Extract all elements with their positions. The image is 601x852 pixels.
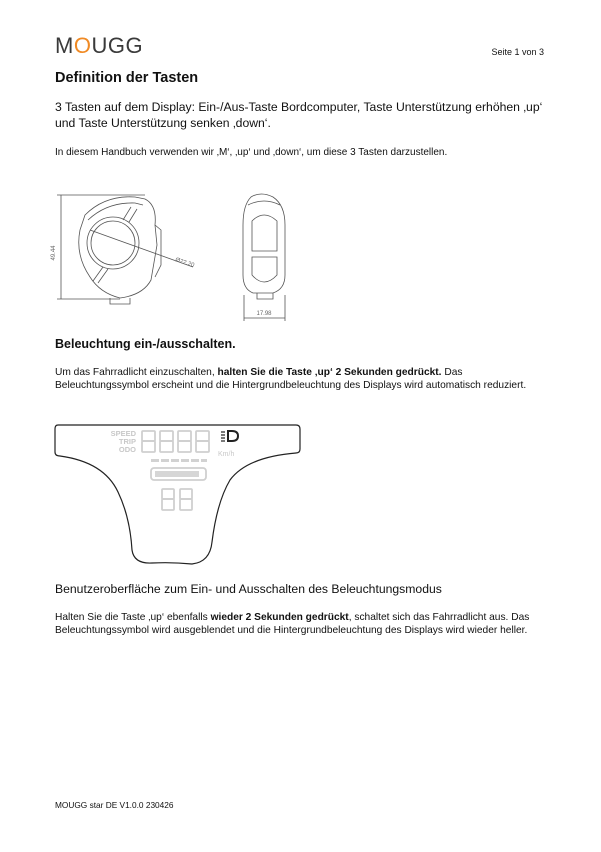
lcd-assist-level-bar	[151, 459, 207, 462]
diameter-dimension-label: Ø22.20	[174, 257, 195, 269]
heading-definition-der-tasten: Definition der Tasten	[55, 70, 199, 86]
lcd-main-digits	[142, 431, 209, 452]
lcd-label-trip: TRIP	[118, 437, 136, 446]
control-unit-side-view	[243, 194, 285, 321]
control-unit-drawing	[45, 185, 305, 325]
paragraph-lighting-off	[55, 611, 545, 637]
lcd-digit-2	[160, 431, 173, 452]
text-lighting-on-intro: Um das Fahrradlicht einzuschalten,	[55, 367, 218, 378]
paragraph-three-buttons: 3 Tasten auf dem Display: Ein-/Aus-Taste Bordcomputer, Taste Unterstützung erhöhen ‚up‘ und Taste Unterstützung senken ‚down‘.	[55, 100, 543, 130]
lcd-battery-indicator	[151, 468, 206, 480]
logo-text-o-accent: O	[73, 33, 92, 58]
logo-text-m: M	[55, 33, 74, 58]
lcd-unit-kmh: Km/h	[218, 451, 235, 458]
lcd-label-speed: SPEED	[110, 429, 136, 438]
text-lighting-off-instruction: wieder 2 Sekunden gedrückt	[210, 612, 349, 623]
up-button-shape	[252, 215, 277, 251]
paragraph-lighting-on	[55, 366, 545, 392]
lcd-digit-4	[196, 431, 209, 452]
lcd-digit-1	[142, 431, 155, 452]
down-button-shape	[252, 257, 277, 282]
page-number: Seite 1 von 3	[491, 47, 544, 57]
lcd-headlight-icon	[221, 431, 238, 441]
heading-lighting-toggle: Beleuchtung ein-/ausschalten.	[55, 337, 236, 351]
height-dimension-label: 49.44	[51, 245, 57, 261]
lcd-level-digit-1	[162, 489, 174, 510]
lcd-digit-3	[178, 431, 191, 452]
text-lighting-off-result: , schaltet sich das Fahrradlicht aus. Das Beleuchtungssymbol wird ausgeblendet und die Hintergrundbeleuchtung des Displays wird wieder heller.	[55, 612, 530, 637]
width-dimension-label: 17.98	[256, 311, 272, 317]
lcd-display-drawing	[52, 422, 302, 570]
text-lighting-off-intro: Halten Sie die Taste ‚up‘ ebenfalls	[55, 612, 211, 623]
logo-text-ugg: UGG	[91, 33, 144, 58]
mougg-logo	[55, 33, 143, 59]
section-title-button-definition	[55, 70, 198, 86]
lcd-label-odo: ODO	[118, 445, 136, 454]
caption-lighting-ui: Benutzeroberfläche zum Ein- und Ausschalten des Beleuchtungsmodus	[55, 582, 442, 596]
text-lighting-on-instruction: halten Sie die Taste ‚up‘ 2 Sekunden gedrückt.	[217, 367, 442, 378]
lcd-level-digit-2	[180, 489, 192, 510]
paragraph-button-naming: In diesem Handbuch verwenden wir ‚M‘, ‚up‘ und ‚down‘, um diese 3 Tasten darzustellen.	[55, 147, 448, 158]
text-lighting-on-result: Das Beleuchtungssymbol erscheint und die Hintergrundbeleuchtung des Displays wird automatisch reduziert.	[55, 367, 527, 392]
document-footer: MOUGG star DE V1.0.0 230426	[55, 800, 174, 810]
lcd-level-digits	[162, 489, 192, 510]
control-unit-front-view	[57, 195, 193, 304]
